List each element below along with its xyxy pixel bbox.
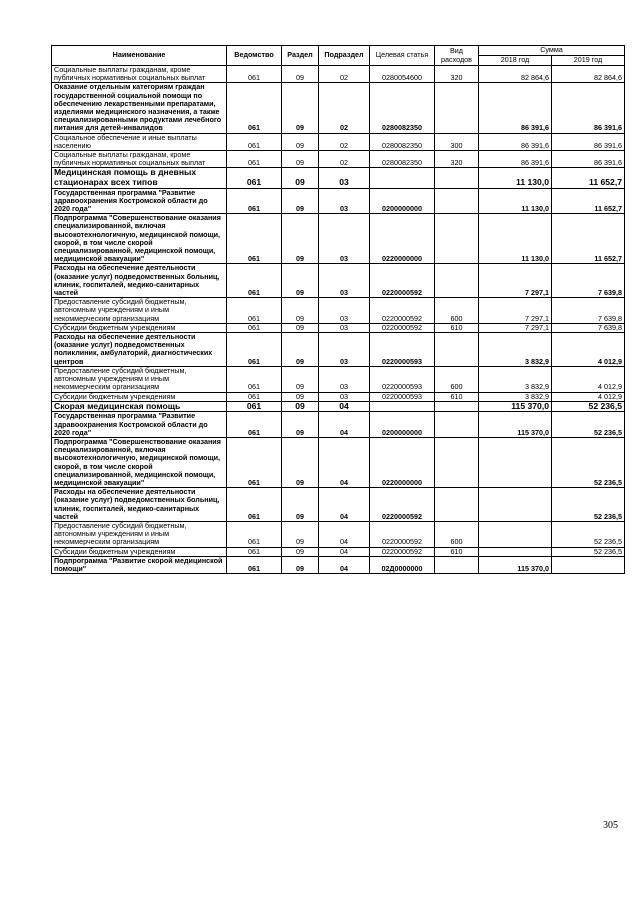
cell-name: Государственная программа "Развитие здравоохранения Костромской области до 2020 года" xyxy=(52,188,227,214)
cell-kind: 610 xyxy=(435,547,479,556)
cell-sum-2018: 3 832,9 xyxy=(479,333,552,367)
cell-target: 0220000592 xyxy=(370,298,435,324)
cell-target: 0220000592 xyxy=(370,488,435,522)
cell-kind xyxy=(435,214,479,264)
col-2018-header: 2018 год xyxy=(479,56,552,66)
cell-vedomstvo: 061 xyxy=(227,214,282,264)
cell-sum-2019: 52 236,5 xyxy=(552,521,625,547)
cell-name: Подпрограмма "Совершенствование оказания специализированной, включая высокотехнологичную, медицинской помощи, скорой, в том числе скорой специализированной, медицинской помощи, медицинской эвакуации" xyxy=(52,437,227,487)
cell-vedomstvo: 061 xyxy=(227,66,282,83)
cell-kind: 300 xyxy=(435,133,479,150)
cell-podrazdel: 03 xyxy=(319,168,370,188)
cell-sum-2019: 86 391,6 xyxy=(552,133,625,150)
table-row xyxy=(52,323,625,332)
cell-vedomstvo: 061 xyxy=(227,392,282,401)
cell-kind: 610 xyxy=(435,323,479,332)
cell-name: Медицинская помощь в дневных стационарах всех типов xyxy=(52,168,227,188)
cell-name: Социальные выплаты гражданам, кроме публичных нормативных социальных выплат xyxy=(52,66,227,83)
cell-razdel: 09 xyxy=(282,401,319,412)
cell-razdel: 09 xyxy=(282,83,319,133)
cell-vedomstvo: 061 xyxy=(227,298,282,324)
cell-sum-2018: 82 864,6 xyxy=(479,66,552,83)
cell-podrazdel: 04 xyxy=(319,401,370,412)
cell-sum-2019: 4 012,9 xyxy=(552,366,625,392)
cell-podrazdel: 03 xyxy=(319,298,370,324)
cell-target: 0280054600 xyxy=(370,66,435,83)
cell-sum-2019: 52 236,5 xyxy=(552,547,625,556)
cell-name: Расходы на обеспечение деятельности (оказание услуг) подведомственных больниц, клиник, госпиталей, медико-санитарных частей xyxy=(52,488,227,522)
table-row xyxy=(52,264,625,298)
cell-razdel: 09 xyxy=(282,133,319,150)
cell-razdel: 09 xyxy=(282,556,319,573)
cell-sum-2019: 11 652,7 xyxy=(552,214,625,264)
col-razdel-header: Раздел xyxy=(282,46,319,66)
cell-kind xyxy=(435,168,479,188)
cell-target xyxy=(370,168,435,188)
table-row xyxy=(52,214,625,264)
cell-kind: 600 xyxy=(435,521,479,547)
cell-razdel: 09 xyxy=(282,298,319,324)
cell-razdel: 09 xyxy=(282,264,319,298)
cell-razdel: 09 xyxy=(282,547,319,556)
cell-podrazdel: 02 xyxy=(319,151,370,168)
cell-podrazdel: 03 xyxy=(319,323,370,332)
cell-name: Оказание отдельным категориям граждан государственной социальной помощи по обеспечению лекарственными препаратами, изделиями медицинского назначения, а также специализированными продуктами лечебного питания для детей-инвалидов xyxy=(52,83,227,133)
cell-vedomstvo: 061 xyxy=(227,521,282,547)
cell-name: Государственная программа "Развитие здравоохранения Костромской области до 2020 года" xyxy=(52,412,227,438)
cell-podrazdel: 03 xyxy=(319,366,370,392)
cell-sum-2018: 86 391,6 xyxy=(479,151,552,168)
cell-sum-2018: 86 391,6 xyxy=(479,133,552,150)
cell-sum-2019: 82 864,6 xyxy=(552,66,625,83)
cell-vedomstvo: 061 xyxy=(227,133,282,150)
cell-kind xyxy=(435,437,479,487)
cell-kind xyxy=(435,488,479,522)
cell-kind xyxy=(435,264,479,298)
cell-vedomstvo: 061 xyxy=(227,168,282,188)
cell-razdel: 09 xyxy=(282,412,319,438)
cell-vedomstvo: 061 xyxy=(227,151,282,168)
cell-target xyxy=(370,401,435,412)
cell-name: Предоставление субсидий бюджетным, автономным учреждениям и иным некоммерческим организациям xyxy=(52,298,227,324)
cell-name: Расходы на обеспечение деятельности (оказание услуг) подведомственных больниц, клиник, госпиталей, медико-санитарных частей xyxy=(52,264,227,298)
cell-name: Социальные выплаты гражданам, кроме публичных нормативных социальных выплат xyxy=(52,151,227,168)
table-row xyxy=(52,168,625,188)
cell-target: 0220000592 xyxy=(370,264,435,298)
cell-name: Подпрограмма "Развитие скорой медицинской помощи" xyxy=(52,556,227,573)
cell-podrazdel: 03 xyxy=(319,188,370,214)
cell-target: 02Д0000000 xyxy=(370,556,435,573)
table-row xyxy=(52,401,625,412)
cell-target: 0200000000 xyxy=(370,412,435,438)
cell-sum-2018: 3 832,9 xyxy=(479,366,552,392)
cell-sum-2019: 7 639,8 xyxy=(552,264,625,298)
cell-vedomstvo: 061 xyxy=(227,488,282,522)
col-sum-header: Сумма xyxy=(479,46,625,56)
cell-sum-2019: 11 652,7 xyxy=(552,168,625,188)
cell-target: 0220000592 xyxy=(370,521,435,547)
cell-vedomstvo: 061 xyxy=(227,556,282,573)
cell-sum-2019: 52 236,5 xyxy=(552,412,625,438)
cell-vedomstvo: 061 xyxy=(227,264,282,298)
cell-sum-2019: 86 391,6 xyxy=(552,83,625,133)
cell-target: 0200000000 xyxy=(370,188,435,214)
table-header xyxy=(52,46,625,66)
cell-sum-2019: 11 652,7 xyxy=(552,188,625,214)
col-name-header: Наименование xyxy=(52,46,227,66)
cell-target: 0220000592 xyxy=(370,547,435,556)
cell-name: Расходы на обеспечение деятельности (оказание услуг) подведомственных поликлиник, амбулаторий, диагностических центров xyxy=(52,333,227,367)
cell-sum-2019: 4 012,9 xyxy=(552,392,625,401)
col-podrazdel-header: Подраздел xyxy=(319,46,370,66)
cell-sum-2018 xyxy=(479,547,552,556)
cell-razdel: 09 xyxy=(282,488,319,522)
cell-razdel: 09 xyxy=(282,168,319,188)
cell-target: 0220000000 xyxy=(370,214,435,264)
table-body xyxy=(52,66,625,574)
cell-podrazdel: 04 xyxy=(319,437,370,487)
cell-sum-2018: 7 297,1 xyxy=(479,298,552,324)
cell-target: 0220000593 xyxy=(370,333,435,367)
table-row xyxy=(52,556,625,573)
cell-vedomstvo: 061 xyxy=(227,547,282,556)
cell-sum-2018: 11 130,0 xyxy=(479,188,552,214)
cell-kind xyxy=(435,83,479,133)
table-row xyxy=(52,412,625,438)
budget-table xyxy=(51,45,625,574)
cell-razdel: 09 xyxy=(282,214,319,264)
cell-name: Подпрограмма "Совершенствование оказания специализированной, включая высокотехнологичную, медицинской помощи, скорой, в том числе скорой специализированной, медицинской помощи, медицинской эвакуации" xyxy=(52,214,227,264)
cell-sum-2019: 86 391,6 xyxy=(552,151,625,168)
table-row xyxy=(52,547,625,556)
table-row xyxy=(52,188,625,214)
table-row xyxy=(52,66,625,83)
cell-target: 0280082350 xyxy=(370,83,435,133)
cell-vedomstvo: 061 xyxy=(227,412,282,438)
cell-name: Социальное обеспечение и иные выплаты населению xyxy=(52,133,227,150)
col-2019-header: 2019 год xyxy=(552,56,625,66)
cell-sum-2018: 7 297,1 xyxy=(479,264,552,298)
cell-sum-2019: 7 639,8 xyxy=(552,298,625,324)
table-row xyxy=(52,83,625,133)
cell-sum-2018: 115 370,0 xyxy=(479,412,552,438)
cell-kind xyxy=(435,556,479,573)
cell-sum-2019: 52 236,5 xyxy=(552,488,625,522)
cell-razdel: 09 xyxy=(282,392,319,401)
cell-sum-2018 xyxy=(479,437,552,487)
col-vedomstvo-header: Ведомство xyxy=(227,46,282,66)
cell-target: 0280082350 xyxy=(370,151,435,168)
cell-sum-2018 xyxy=(479,488,552,522)
cell-vedomstvo: 061 xyxy=(227,401,282,412)
table-row xyxy=(52,333,625,367)
cell-sum-2018: 86 391,6 xyxy=(479,83,552,133)
cell-kind xyxy=(435,412,479,438)
table-row xyxy=(52,488,625,522)
cell-target: 0220000593 xyxy=(370,366,435,392)
cell-vedomstvo: 061 xyxy=(227,83,282,133)
cell-kind xyxy=(435,401,479,412)
cell-kind: 320 xyxy=(435,151,479,168)
table-row xyxy=(52,392,625,401)
cell-sum-2018: 115 370,0 xyxy=(479,556,552,573)
cell-vedomstvo: 061 xyxy=(227,188,282,214)
cell-kind: 600 xyxy=(435,298,479,324)
table-row xyxy=(52,133,625,150)
table-row xyxy=(52,366,625,392)
cell-name: Предоставление субсидий бюджетным, автономным учреждениям и иным некоммерческим организациям xyxy=(52,366,227,392)
cell-podrazdel: 04 xyxy=(319,547,370,556)
table-row xyxy=(52,298,625,324)
cell-podrazdel: 04 xyxy=(319,521,370,547)
cell-sum-2019 xyxy=(552,556,625,573)
cell-podrazdel: 04 xyxy=(319,488,370,522)
cell-kind xyxy=(435,333,479,367)
cell-name: Предоставление субсидий бюджетным, автономным учреждениям и иным некоммерческим организациям xyxy=(52,521,227,547)
cell-kind: 320 xyxy=(435,66,479,83)
cell-sum-2018: 3 832,9 xyxy=(479,392,552,401)
cell-kind: 600 xyxy=(435,366,479,392)
cell-name: Субсидии бюджетным учреждениям xyxy=(52,323,227,332)
table-row xyxy=(52,521,625,547)
cell-sum-2018 xyxy=(479,521,552,547)
cell-podrazdel: 04 xyxy=(319,556,370,573)
cell-podrazdel: 03 xyxy=(319,214,370,264)
cell-name: Субсидии бюджетным учреждениям xyxy=(52,547,227,556)
cell-razdel: 09 xyxy=(282,323,319,332)
cell-sum-2019: 52 236,5 xyxy=(552,437,625,487)
cell-podrazdel: 02 xyxy=(319,83,370,133)
cell-podrazdel: 03 xyxy=(319,392,370,401)
cell-podrazdel: 03 xyxy=(319,264,370,298)
cell-name: Субсидии бюджетным учреждениям xyxy=(52,392,227,401)
cell-target: 0220000593 xyxy=(370,392,435,401)
page-number: 305 xyxy=(603,820,618,831)
cell-sum-2018: 11 130,0 xyxy=(479,168,552,188)
cell-kind xyxy=(435,188,479,214)
col-target-header: Целевая статья xyxy=(370,46,435,66)
cell-sum-2019: 52 236,5 xyxy=(552,401,625,412)
cell-name: Скорая медицинская помощь xyxy=(52,401,227,412)
cell-sum-2018: 7 297,1 xyxy=(479,323,552,332)
cell-sum-2018: 115 370,0 xyxy=(479,401,552,412)
cell-sum-2018: 11 130,0 xyxy=(479,214,552,264)
table-row xyxy=(52,437,625,487)
cell-vedomstvo: 061 xyxy=(227,366,282,392)
col-kind-header: Вид расходов xyxy=(435,46,479,66)
cell-vedomstvo: 061 xyxy=(227,437,282,487)
cell-target: 0220000000 xyxy=(370,437,435,487)
cell-razdel: 09 xyxy=(282,521,319,547)
cell-razdel: 09 xyxy=(282,437,319,487)
cell-sum-2019: 7 639,8 xyxy=(552,323,625,332)
cell-podrazdel: 02 xyxy=(319,133,370,150)
cell-podrazdel: 02 xyxy=(319,66,370,83)
cell-target: 0220000592 xyxy=(370,323,435,332)
cell-vedomstvo: 061 xyxy=(227,323,282,332)
table-row xyxy=(52,151,625,168)
cell-vedomstvo: 061 xyxy=(227,333,282,367)
cell-podrazdel: 04 xyxy=(319,412,370,438)
cell-razdel: 09 xyxy=(282,151,319,168)
cell-razdel: 09 xyxy=(282,66,319,83)
cell-kind: 610 xyxy=(435,392,479,401)
cell-podrazdel: 03 xyxy=(319,333,370,367)
cell-sum-2019: 4 012,9 xyxy=(552,333,625,367)
cell-razdel: 09 xyxy=(282,366,319,392)
cell-razdel: 09 xyxy=(282,188,319,214)
cell-target: 0280082350 xyxy=(370,133,435,150)
cell-razdel: 09 xyxy=(282,333,319,367)
